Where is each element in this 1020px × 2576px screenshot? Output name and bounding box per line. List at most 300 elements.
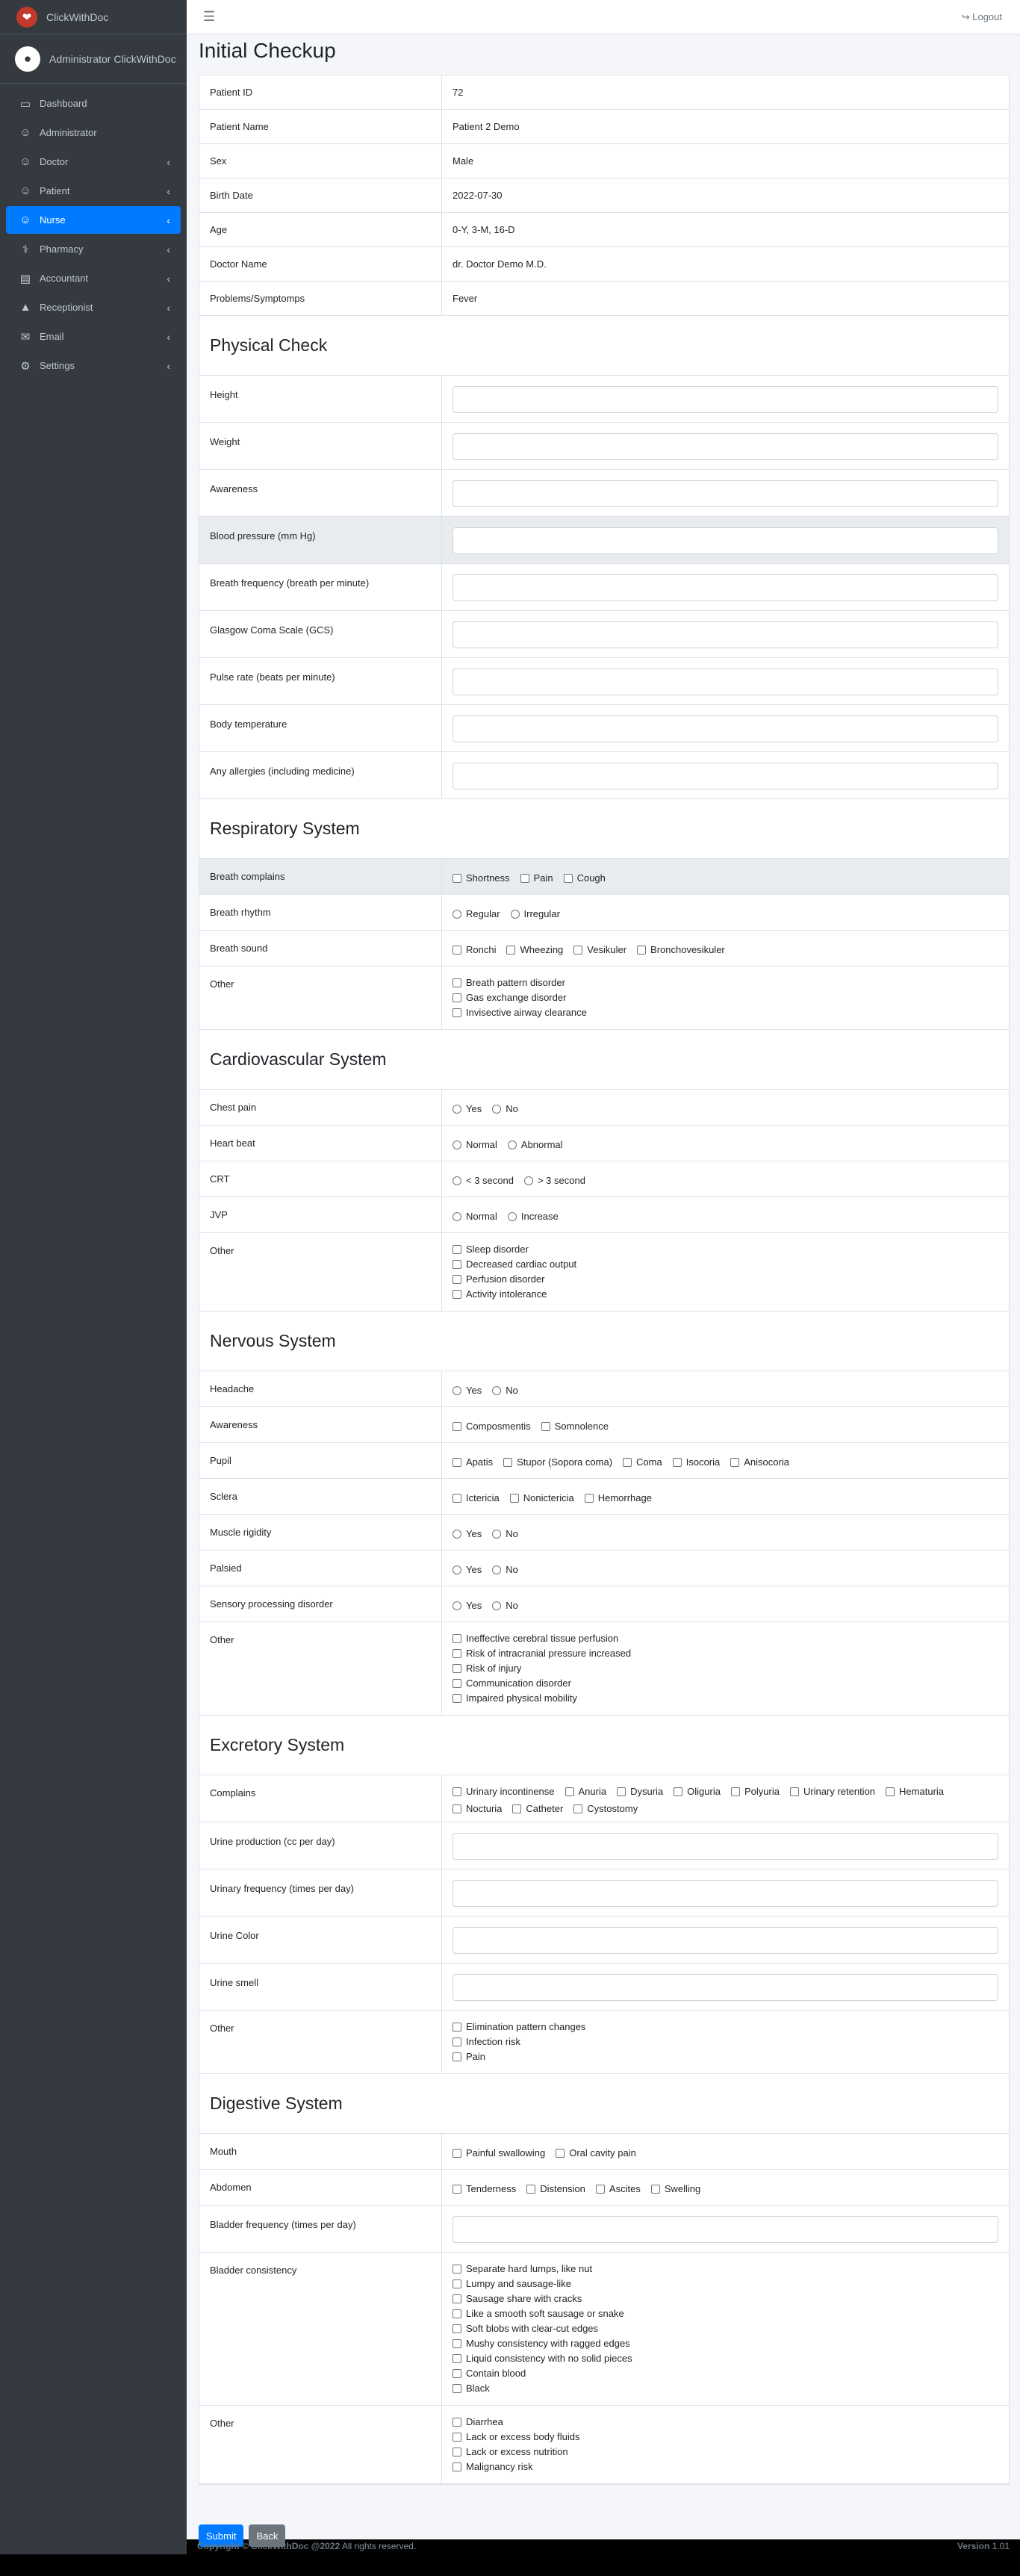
option-label: Gas exchange disorder [466,992,567,1003]
checkbox-control[interactable] [453,2418,461,2427]
sidebar-item-doctor[interactable] [6,148,181,176]
checkbox-control[interactable] [596,2185,605,2194]
bladder-frequency-times-per-day-input[interactable] [453,2216,998,2243]
option-row [199,1515,1009,1551]
radio-control[interactable] [524,1176,533,1185]
options-group [442,1479,1009,1514]
option-label: Pain [466,2051,486,2062]
checkbox-control[interactable] [453,1008,461,1017]
sidebar-item-label: Administrator [40,127,97,138]
checkbox-control[interactable] [453,874,461,883]
option-row [199,2011,1009,2074]
info-row [199,110,1009,144]
radio-control[interactable] [453,1212,461,1221]
checkbox-distension[interactable] [526,2180,585,2197]
option-row [199,2134,1009,2170]
field-label: Other [199,2011,442,2073]
checkbox-control[interactable] [651,2185,660,2194]
input-row [199,705,1009,752]
checkbox-liquid-consistency-with-no-solid-pieces[interactable] [453,2353,988,2364]
checkbox-coma[interactable] [623,1453,662,1471]
radio-increase[interactable] [508,1208,559,1225]
checkbox-oliguria[interactable] [674,1786,721,1797]
checkbox-risk-of-injury[interactable] [453,1663,988,1674]
radio-control[interactable] [453,910,461,919]
options-group [442,1622,1009,1715]
checkbox-control[interactable] [564,874,573,883]
checkbox-cystostomy[interactable] [573,1803,638,1814]
checkbox-control[interactable] [790,1787,799,1796]
checkbox-control[interactable] [510,1494,519,1503]
bell-icon: ▲ [19,301,31,314]
option-row [199,1443,1009,1479]
option-label: Stupor (Sopora coma) [517,1456,613,1468]
field-value [442,1822,1009,1869]
checkbox-control[interactable] [623,1458,632,1467]
checkbox-control[interactable] [573,1804,582,1813]
footer-copyright [197,2541,416,2551]
info-row [199,213,1009,247]
checkbox-control[interactable] [585,1494,594,1503]
radio-normal[interactable] [453,1136,497,1153]
field-label: Blood pressure (mm Hg) [199,517,442,563]
radio-control[interactable] [492,1530,501,1539]
checkbox-contain-blood[interactable] [453,2368,988,2379]
checkbox-bronchovesikuler[interactable] [637,941,725,958]
field-value [442,517,1009,563]
checkbox-perfusion-disorder[interactable] [453,1273,988,1285]
urinary-frequency-times-per-day-input[interactable] [453,1880,998,1907]
sidebar-item-nurse[interactable] [6,206,181,234]
radio-control[interactable] [453,1386,461,1395]
sidebar-item-label: Nurse [40,214,66,226]
checkbox-separate-hard-lumps-like-nut[interactable] [453,2263,988,2274]
radio-3-second[interactable] [453,1172,514,1189]
checkbox-dysuria[interactable] [617,1786,663,1797]
checkbox-control[interactable] [674,1787,682,1796]
checkbox-control[interactable] [453,2354,461,2363]
checkbox-control[interactable] [565,1787,574,1796]
checkbox-control[interactable] [453,1804,461,1813]
radio-no[interactable] [492,1382,518,1399]
urine-production-cc-per-day-input[interactable] [453,1833,998,1860]
checkbox-control[interactable] [556,2149,565,2158]
checkbox-ascites[interactable] [596,2180,641,2197]
checkbox-decreased-cardiac-output[interactable] [453,1258,988,1270]
options-group [442,1586,1009,1621]
checkbox-control[interactable] [453,1649,461,1658]
checkbox-vesikuler[interactable] [573,941,626,958]
sidebar-item-label: Dashboard [40,98,87,109]
info-label: Age [199,213,442,246]
option-label: Increase [520,1211,559,1222]
checkbox-control[interactable] [453,2265,461,2274]
checkbox-control[interactable] [573,946,582,955]
sidebar-item-receptionist[interactable] [6,294,181,321]
info-row [199,75,1009,110]
hamburger-menu-icon[interactable]: ☰ [203,9,216,24]
radio-no[interactable] [492,1597,518,1614]
checkbox-diarrhea[interactable] [453,2416,988,2427]
option-label: Ronchi [466,944,497,955]
option-row [199,1371,1009,1407]
checkbox-ronchi[interactable] [453,941,496,958]
option-label: Lack or excess body fluids [466,2431,580,2442]
section-title: Physical Check [199,316,1009,376]
sidebar-item-settings[interactable] [6,352,181,379]
option-row [199,1126,1009,1161]
option-label: Liquid consistency with no solid pieces [466,2353,632,2364]
checkbox-lumpy-and-sausage-like[interactable] [453,2278,988,2289]
checkbox-somnolence[interactable] [541,1418,609,1435]
checkbox-gas-exchange-disorder[interactable] [453,992,988,1003]
option-label: No [506,1564,518,1575]
info-value: 2022-07-30 [453,190,503,201]
option-row [199,1586,1009,1622]
radio-no[interactable] [492,1561,518,1578]
checkbox-wheezing[interactable] [506,941,563,958]
section-title: Excretory System [199,1716,1009,1775]
section-title: Cardiovascular System [199,1030,1009,1090]
checkbox-pain[interactable] [453,2051,988,2062]
page-title: Initial Checkup [199,39,336,62]
brand-link[interactable] [0,0,187,34]
option-label: Somnolence [554,1421,609,1432]
input-row [199,517,1009,564]
checkbox-control[interactable] [453,993,461,1002]
radio-regular[interactable] [453,905,500,922]
option-label: Coma [636,1456,662,1468]
info-value: Fever [453,293,478,304]
option-label: Sausage share with cracks [466,2293,582,2304]
checkbox-like-a-smooth-soft-sausage-or-snake[interactable] [453,2308,988,2319]
field-label: Breath complains [199,859,442,894]
option-label: Yes [466,1564,482,1575]
checkbox-control[interactable] [453,2433,461,2442]
checkbox-oral-cavity-pain[interactable] [556,2144,636,2161]
checkbox-pain[interactable] [520,869,553,887]
option-label: Yes [466,1528,482,1539]
checkbox-control[interactable] [453,2185,461,2194]
checkbox-control[interactable] [541,1422,550,1431]
user-panel[interactable] [0,34,187,84]
checkbox-urinary-retention[interactable] [790,1786,875,1797]
option-label: Ineffective cerebral tissue perfusion [466,1633,619,1644]
checkbox-control[interactable] [453,2339,461,2348]
checkbox-ineffective-cerebral-tissue-perfusion[interactable] [453,1633,988,1644]
option-label: Impaired physical mobility [466,1692,577,1704]
checkbox-sleep-disorder[interactable] [453,1244,988,1255]
checkbox-malignancy-risk[interactable] [453,2461,988,2472]
radio-control[interactable] [508,1212,517,1221]
submit-button[interactable]: Submit [199,2524,243,2547]
option-row [199,966,1009,1030]
radio-no[interactable] [492,1525,518,1542]
field-label: Any allergies (including medicine) [199,752,442,798]
option-label: Nonictericia [523,1492,574,1503]
option-label: Risk of injury [466,1663,522,1674]
checkbox-control[interactable] [506,946,515,955]
weight-input[interactable] [453,433,998,460]
checkbox-control[interactable] [512,1804,521,1813]
checkbox-control[interactable] [453,1422,461,1431]
checkbox-anisocoria[interactable] [730,1453,789,1471]
radio-3-second[interactable] [524,1172,585,1189]
radio-control[interactable] [453,1140,461,1149]
checkbox-control[interactable] [453,2309,461,2318]
field-label: Sclera [199,1479,442,1514]
field-value [442,470,1009,516]
radio-control[interactable] [508,1140,517,1149]
checkbox-hemorrhage[interactable] [585,1489,652,1506]
radio-control[interactable] [492,1565,501,1574]
field-value [442,1964,1009,2010]
checkbox-elimination-pattern-changes[interactable] [453,2021,988,2032]
radio-control[interactable] [453,1565,461,1574]
checkbox-control[interactable] [453,2279,461,2288]
radio-control[interactable] [492,1601,501,1610]
field-label: Breath rhythm [199,895,442,930]
option-row [199,2170,1009,2206]
field-value [442,1869,1009,1916]
checkbox-stupor-sopora-coma[interactable] [503,1453,612,1471]
option-label: Tenderness [466,2183,517,2194]
checkbox-control[interactable] [453,1664,461,1673]
checkbox-ictericia[interactable] [453,1489,500,1506]
chevron-left-icon: ‹ [167,155,170,168]
chevron-left-icon: ‹ [167,184,170,197]
option-label: Like a smooth soft sausage or snake [466,2308,624,2319]
option-label: Hemorrhage [597,1492,652,1503]
radio-control[interactable] [492,1105,501,1114]
option-label: No [506,1103,518,1114]
radio-yes[interactable] [453,1100,482,1117]
option-label: Catheter [526,1803,564,1814]
radio-control[interactable] [492,1386,501,1395]
radio-yes[interactable] [453,1525,482,1542]
checkbox-anuria[interactable] [565,1786,607,1797]
radio-irregular[interactable] [511,905,560,922]
option-label: Sleep disorder [466,1244,529,1255]
checkbox-control[interactable] [453,1694,461,1703]
checkbox-painful-swallowing[interactable] [453,2144,545,2161]
footer-version [957,2541,1010,2551]
field-label: Urine production (cc per day) [199,1822,442,1869]
checkbox-catheter[interactable] [512,1803,563,1814]
radio-control[interactable] [453,1176,461,1185]
breath-frequency-breath-per-minute-input[interactable] [453,574,998,601]
field-value [442,1917,1009,1963]
checkbox-control[interactable] [453,1275,461,1284]
checkbox-control[interactable] [453,2052,461,2061]
field-label: Urine smell [199,1964,442,2010]
checkbox-risk-of-intracranial-pressure-increased[interactable] [453,1648,988,1659]
checkbox-control[interactable] [520,874,529,883]
section-title: Nervous System [199,1312,1009,1371]
pulse-rate-beats-per-minute-input[interactable] [453,668,998,695]
avatar: ● [15,46,40,72]
radio-normal[interactable] [453,1208,497,1225]
checkbox-swelling[interactable] [651,2180,700,2197]
checkbox-control[interactable] [453,2384,461,2393]
option-label: Isocoria [685,1456,721,1468]
checkbox-mushy-consistency-with-ragged-edges[interactable] [453,2338,988,2349]
sidebar-item-accountant[interactable] [6,264,181,292]
section-title: Digestive System [199,2074,1009,2134]
checkbox-apatis[interactable] [453,1453,493,1471]
checkbox-nocturia[interactable] [453,1803,502,1814]
option-label: Shortness [466,872,510,884]
field-label: Other [199,1233,442,1311]
back-button[interactable]: Back [249,2524,285,2547]
checkbox-shortness[interactable] [453,869,510,887]
info-value: Male [453,155,474,167]
checkbox-control[interactable] [731,1787,740,1796]
checkbox-communication-disorder[interactable] [453,1677,988,1689]
option-label: Apatis [466,1456,494,1468]
checkbox-infection-risk[interactable] [453,2036,988,2047]
checkbox-soft-blobs-with-clear-cut-edges[interactable] [453,2323,988,2334]
checkbox-control[interactable] [617,1787,626,1796]
checkbox-control[interactable] [453,1634,461,1643]
checkbox-polyuria[interactable] [731,1786,780,1797]
option-row [199,1161,1009,1197]
info-label: Patient Name [199,110,442,143]
money-icon: ▤ [19,272,31,285]
input-row [199,1822,1009,1869]
checkbox-control[interactable] [453,2149,461,2158]
checkbox-tenderness[interactable] [453,2180,516,2197]
checkbox-control[interactable] [503,1458,512,1467]
blood-pressure-mm-hg-input[interactable] [453,527,998,554]
sidebar-item-label: Doctor [40,156,69,167]
field-label: Chest pain [199,1090,442,1125]
info-label: Doctor Name [199,247,442,281]
checkup-form [199,75,1010,2485]
checkbox-control[interactable] [453,946,461,955]
checkbox-nonictericia[interactable] [510,1489,574,1506]
option-label: Normal [466,1211,497,1222]
sidebar-item-email[interactable] [6,323,181,350]
checkbox-sausage-share-with-cracks[interactable] [453,2293,988,2304]
field-value [442,705,1009,751]
option-row [199,931,1009,966]
checkbox-hematuria[interactable] [886,1786,944,1797]
sidebar-item-label: Settings [40,360,75,371]
option-label: Oral cavity pain [569,2147,636,2158]
field-label: Body temperature [199,705,442,751]
checkbox-lack-or-excess-nutrition[interactable] [453,2446,988,2457]
field-label: Awareness [199,470,442,516]
field-label: CRT [199,1161,442,1197]
checkbox-activity-intolerance[interactable] [453,1288,988,1300]
checkbox-lack-or-excess-body-fluids[interactable] [453,2431,988,2442]
checkbox-control[interactable] [453,1679,461,1688]
checkbox-composmentis[interactable] [453,1418,531,1435]
body-temperature-input[interactable] [453,716,998,742]
checkbox-control[interactable] [453,2369,461,2378]
checkbox-breath-pattern-disorder[interactable] [453,977,988,988]
radio-yes[interactable] [453,1561,482,1578]
awareness-input[interactable] [453,480,998,507]
height-input[interactable] [453,386,998,413]
checkbox-control[interactable] [453,2448,461,2456]
option-label: Dysuria [630,1786,664,1797]
checkbox-control[interactable] [453,2462,461,2471]
checkbox-urinary-incontinense[interactable] [453,1786,555,1797]
checkbox-control[interactable] [730,1458,739,1467]
checkbox-control[interactable] [673,1458,682,1467]
sidebar-item-administrator[interactable] [6,119,181,146]
sidebar-item-dashboard[interactable] [6,90,181,117]
checkbox-control[interactable] [886,1787,895,1796]
checkbox-control[interactable] [453,1458,461,1467]
checkbox-control[interactable] [453,978,461,987]
options-group [442,1197,1009,1232]
field-label: Urinary frequency (times per day) [199,1869,442,1916]
field-value [442,2206,1009,2252]
checkbox-control[interactable] [453,1494,461,1503]
radio-control[interactable] [453,1601,461,1610]
any-allergies-including-medicine-input[interactable] [453,763,998,789]
option-row [199,1233,1009,1312]
heart-stethoscope-icon: ❤ [16,7,37,28]
option-label: Activity intolerance [466,1288,547,1300]
option-label: Yes [466,1600,482,1611]
glasgow-coma-scale-gcs-input[interactable] [453,621,998,648]
radio-abnormal[interactable] [508,1136,563,1153]
option-label: Cough [576,872,606,884]
checkbox-control[interactable] [453,1290,461,1299]
radio-control[interactable] [511,910,520,919]
radio-no[interactable] [492,1100,518,1117]
checkbox-control[interactable] [453,2023,461,2032]
checkbox-control[interactable] [453,1245,461,1254]
field-label: Weight [199,423,442,469]
checkbox-isocoria[interactable] [673,1453,721,1471]
option-row [199,1407,1009,1443]
checkbox-impaired-physical-mobility[interactable] [453,1692,988,1704]
field-label: Pulse rate (beats per minute) [199,658,442,704]
logout-icon: ↪ [961,11,970,22]
radio-yes[interactable] [453,1597,482,1614]
radio-control[interactable] [453,1530,461,1539]
sidebar-item-patient[interactable] [6,177,181,205]
checkbox-control[interactable] [526,2185,535,2194]
logout-button[interactable] [962,11,1002,23]
checkbox-control[interactable] [637,946,646,955]
field-label: Heart beat [199,1126,442,1161]
checkbox-cough[interactable] [564,869,606,887]
checkbox-black[interactable] [453,2383,988,2394]
info-label: Sex [199,144,442,178]
radio-yes[interactable] [453,1382,482,1399]
radio-control[interactable] [453,1105,461,1114]
option-label: Elimination pattern changes [466,2021,586,2032]
urine-color-input[interactable] [453,1927,998,1954]
option-row [199,895,1009,931]
checkbox-control[interactable] [453,2037,461,2046]
user-injured-icon: ☺ [19,184,31,197]
checkbox-control[interactable] [453,2324,461,2333]
checkbox-invisective-airway-clearance[interactable] [453,1007,988,1018]
checkbox-control[interactable] [453,2294,461,2303]
urine-smell-input[interactable] [453,1974,998,2001]
checkbox-control[interactable] [453,1787,461,1796]
chevron-left-icon: ‹ [167,272,170,285]
checkbox-control[interactable] [453,1260,461,1269]
sidebar-item-pharmacy[interactable] [6,235,181,263]
